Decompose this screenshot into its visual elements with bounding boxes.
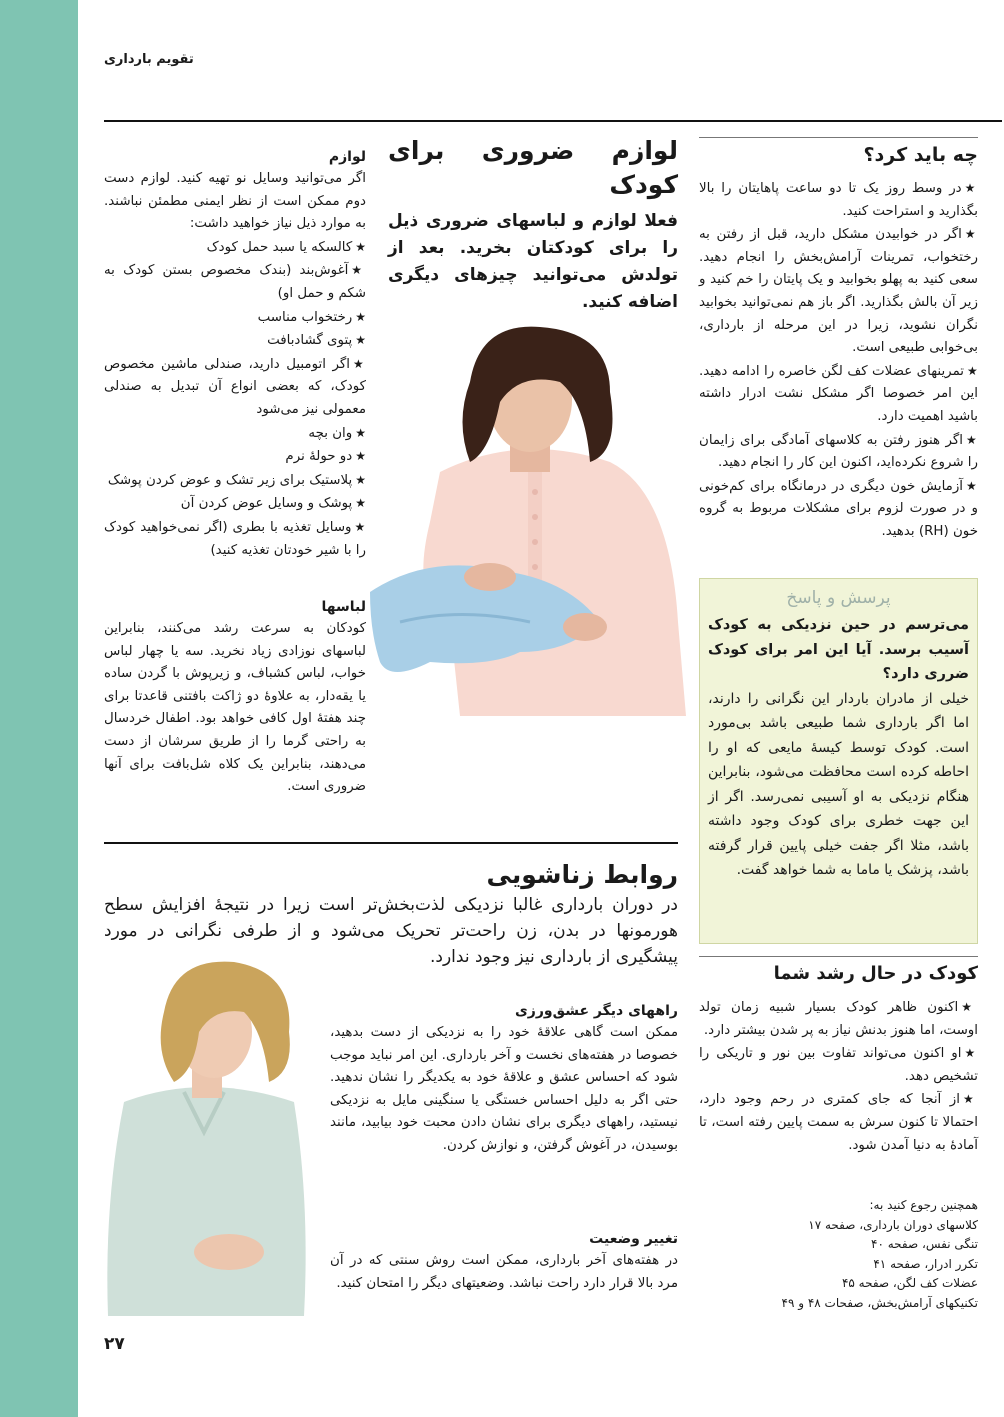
sex-lead: در دوران بارداری غالبا نزدیکی لذت‌بخش‌تر است زیرا در نتیجهٔ افزایش سطح هورمونها در بدن، زن راحت‌تر تحریک می‌شود و از طرفی نگرانی در مورد پیشگیری از بارداری نیز وجود ندارد. [104, 895, 678, 967]
what-to-do-section [699, 141, 978, 544]
essentials-title: لوازم ضروری برای کودک [388, 136, 678, 199]
running-head: تقویم بارداری [104, 52, 194, 67]
list-item: ★اگر هنوز رفتن به کلاسهای آمادگی برای زایمان را شروع نکرده‌اید، اکنون این کار را انجام دهید. [699, 432, 978, 471]
list-item: ★کالسکه یا سبد حمل کودک [206, 239, 366, 255]
photo-woman-with-baby-clothes [370, 322, 688, 716]
equipment-list [104, 236, 366, 562]
what-to-do-title: چه باید کرد؟ [863, 144, 978, 166]
see-also-item[interactable]: تنگی نفس، صفحه ۴۰ [871, 1237, 978, 1251]
star-icon: ★ [964, 1046, 979, 1061]
list-item: ★وان بچه [308, 425, 366, 441]
star-icon: ★ [962, 1092, 978, 1107]
side-color-strip [0, 0, 78, 1417]
star-icon: ★ [964, 227, 979, 242]
other-ways-heading: راههای دیگر عشق‌ورزی [514, 1003, 678, 1019]
star-icon: ★ [355, 449, 366, 464]
other-ways-body: ممکن است گاهی علاقهٔ خود را به نزدیکی از دست بدهید، خصوصا در هفته‌های نخست و آخر بارداری. این امر نباید موجب شود که احساس عشق و علاقهٔ خود به یکدیگر را نشان ندهید. حتی اگر به دلیل احساس خستگی یا سنگینی مایل به نزدیکی نیستید، راههای دیگری برای نشان دادن محبت خود بیابید، مانند بوسیدن، در آغوش گرفتن، و نوازش کردن. [330, 1025, 678, 1153]
list-item: ★پوشک و وسایل عوض کردن آن [180, 496, 366, 512]
list-item: ★از آنجا که جای کمتری در رحم وجود دارد، احتمالا تا کنون سرش به سمت پایین رفته است، تا آمادهٔ به دنیا آمدن شود. [699, 1092, 978, 1153]
top-rule [104, 120, 1002, 122]
equipment-intro: اگر می‌توانید وسایل نو تهیه کنید. لوازم دست دوم ممکن است از نظر ایمنی مطمئن نباشند. به موارد ذیل نیاز خواهید داشت: [104, 171, 366, 232]
sex-title: روابط زناشویی [486, 860, 678, 889]
see-also-intro: همچنین رجوع کنید به: [869, 1198, 978, 1212]
star-icon: ★ [355, 309, 366, 324]
list-item: ★او اکنون می‌تواند تفاوت بین نور و تاریکی را تشخیص دهد. [699, 1046, 979, 1084]
positions-heading: تغییر وضعیت [589, 1231, 678, 1247]
star-icon: ★ [355, 333, 366, 348]
list-item: ★تمرینهای عضلات کف لگن خاصره را ادامه دهید. این امر خصوصا اگر مشکل نشت ادرار داشته باشید اهمیت دارد. [699, 363, 978, 424]
star-icon: ★ [964, 181, 978, 195]
list-item: ★پلاستیک برای زیر تشک و عوض کردن پوشک [107, 472, 366, 488]
star-icon: ★ [961, 1000, 978, 1014]
list-item: ★اگر اتومبیل دارید، صندلی ماشین مخصوص کودک، که بعضی انواع آن تبدیل به صندلی معمولی نیز می‌شود [104, 356, 366, 417]
photo-pregnant-woman [104, 952, 310, 1316]
star-icon: ★ [351, 263, 366, 278]
star-icon: ★ [355, 239, 366, 254]
positions-body: در هفته‌های آخر بارداری، ممکن است روش سنتی که در آن مرد بالا قرار دارد راحت نباشد. وضعیتهای دیگر را امتحان کنید. [330, 1253, 678, 1291]
list-item: ★رختخواب مناسب [257, 309, 366, 325]
list-item: ★وسایل تغذیه با بطری (اگر نمی‌خواهید کودک را با شیر خودتان تغذیه کنید) [104, 519, 366, 558]
star-icon: ★ [354, 519, 366, 534]
qa-title: پرسش و پاسخ [786, 588, 891, 608]
clothes-body: کودکان به سرعت رشد می‌کنند، بنابراین لباسهای نوزادی زیاد نخرید. سه یا چهار لباس خواب، لباس کشباف، و زیرپوش با گردن ساده یا یقه‌دار، به علاوهٔ دو ژاکت بافتنی قاعدتا برای چند هفتهٔ اول کافی خواهد بود. اطفال خردسال به راحتی گرما را از طریق سرشان از دست می‌دهند، بنابراین یک کلاه شل‌بافت برای آنها ضروری است. [104, 621, 366, 795]
baby-growth-section [699, 960, 978, 1157]
star-icon: ★ [966, 432, 978, 447]
list-item: ★آغوش‌بند (بندک مخصوص بستن کودک به شکم و حمل او) [104, 263, 366, 301]
see-also-item[interactable]: عضلات کف لگن، صفحه ۴۵ [841, 1276, 978, 1290]
list-item: ★دو حولهٔ نرم [285, 449, 366, 465]
star-icon: ★ [352, 356, 366, 371]
clothes-section [104, 596, 366, 799]
other-ways-section [330, 1000, 678, 1158]
see-also-item[interactable]: تکنیکهای آرامش‌بخش، صفحات ۴۸ و ۴۹ [781, 1295, 978, 1310]
list-item: ★آزمایش خون دیگری در درمانگاه برای کم‌خونی و در صورت لزوم برای مشکلات مربوط به گروه خون (RH) بدهید. [699, 478, 978, 539]
list-item: ★در وسط روز یک تا دو ساعت پاهایتان را بالا بگذارید و استراحت کنید. [699, 181, 978, 219]
page-number: ۲۷ [104, 1334, 125, 1354]
what-to-do-list [699, 177, 978, 544]
star-icon: ★ [967, 363, 978, 378]
equipment-heading: لوازم [328, 149, 366, 165]
positions-section [330, 1228, 678, 1295]
baby-growth-title: کودک در حال رشد شما [773, 963, 978, 984]
qa-box [699, 578, 978, 944]
baby-growth-list [699, 996, 978, 1157]
what-to-do-rule [699, 137, 978, 138]
star-icon: ★ [966, 478, 978, 493]
essentials-lead: فعلا لوازم و لباسهای ضروری ذیل را برای کودکتان بخرید. بعد از تولدش می‌توانید چیزهای دیگری اضافه کنید. [388, 211, 678, 312]
star-icon: ★ [355, 425, 366, 440]
baby-growth-rule [699, 956, 978, 957]
equipment-section [104, 146, 366, 562]
list-item: ★پتوی گشادبافت [267, 333, 366, 349]
qa-question: می‌ترسم در حین نزدیکی به کودک آسیب برسد. آیا این امر برای کودک ضرری دارد؟ [708, 617, 969, 682]
list-item: ★اگر در خوابیدن مشکل دارید، قبل از رفتن به رختخواب، تمرینات آرامش‌بخش را انجام دهید. سعی کنید به پهلو بخوابید و یک پایتان را خم کنید و زیر آن بالش بگذارید. اگر باز هم نمی‌توانید بخوابید نگران نشوید، زیرا در این مرحله از بارداری، بی‌خوابی طبیعی است. [699, 227, 979, 356]
star-icon: ★ [355, 472, 366, 487]
clothes-heading: لباسها [321, 599, 366, 615]
list-item: ★اکنون ظاهر کودک بسیار شبیه زمان تولد اوست، اما هنوز بدنش نیاز به پر شدن بیشتر دارد. [699, 1000, 978, 1038]
see-also-item[interactable]: تکرر ادرار، صفحه ۴۱ [873, 1256, 978, 1271]
see-also-item[interactable]: کلاسهای دوران بارداری، صفحه ۱۷ [808, 1217, 978, 1232]
see-also-section [699, 1196, 978, 1313]
star-icon: ★ [355, 496, 366, 511]
qa-answer: خیلی از مادران باردار این نگرانی را دارند، اما اگر بارداری شما طبیعی باشد بی‌مورد است. کودک توسط کیسهٔ مایعی که او را احاطه کرده است محافظت می‌شود، بنابراین هنگام نزدیکی به او آسیبی نمی‌رسد. اگر از این جهت خطری برای کودک وجود داشته باشد، مثلا اگر جفت خیلی پایین قرار گرفته باشد، پزشک یا ماما به شما خواهد گفت. [708, 690, 969, 878]
sex-section-rule [104, 842, 678, 844]
essentials-section [388, 134, 678, 316]
